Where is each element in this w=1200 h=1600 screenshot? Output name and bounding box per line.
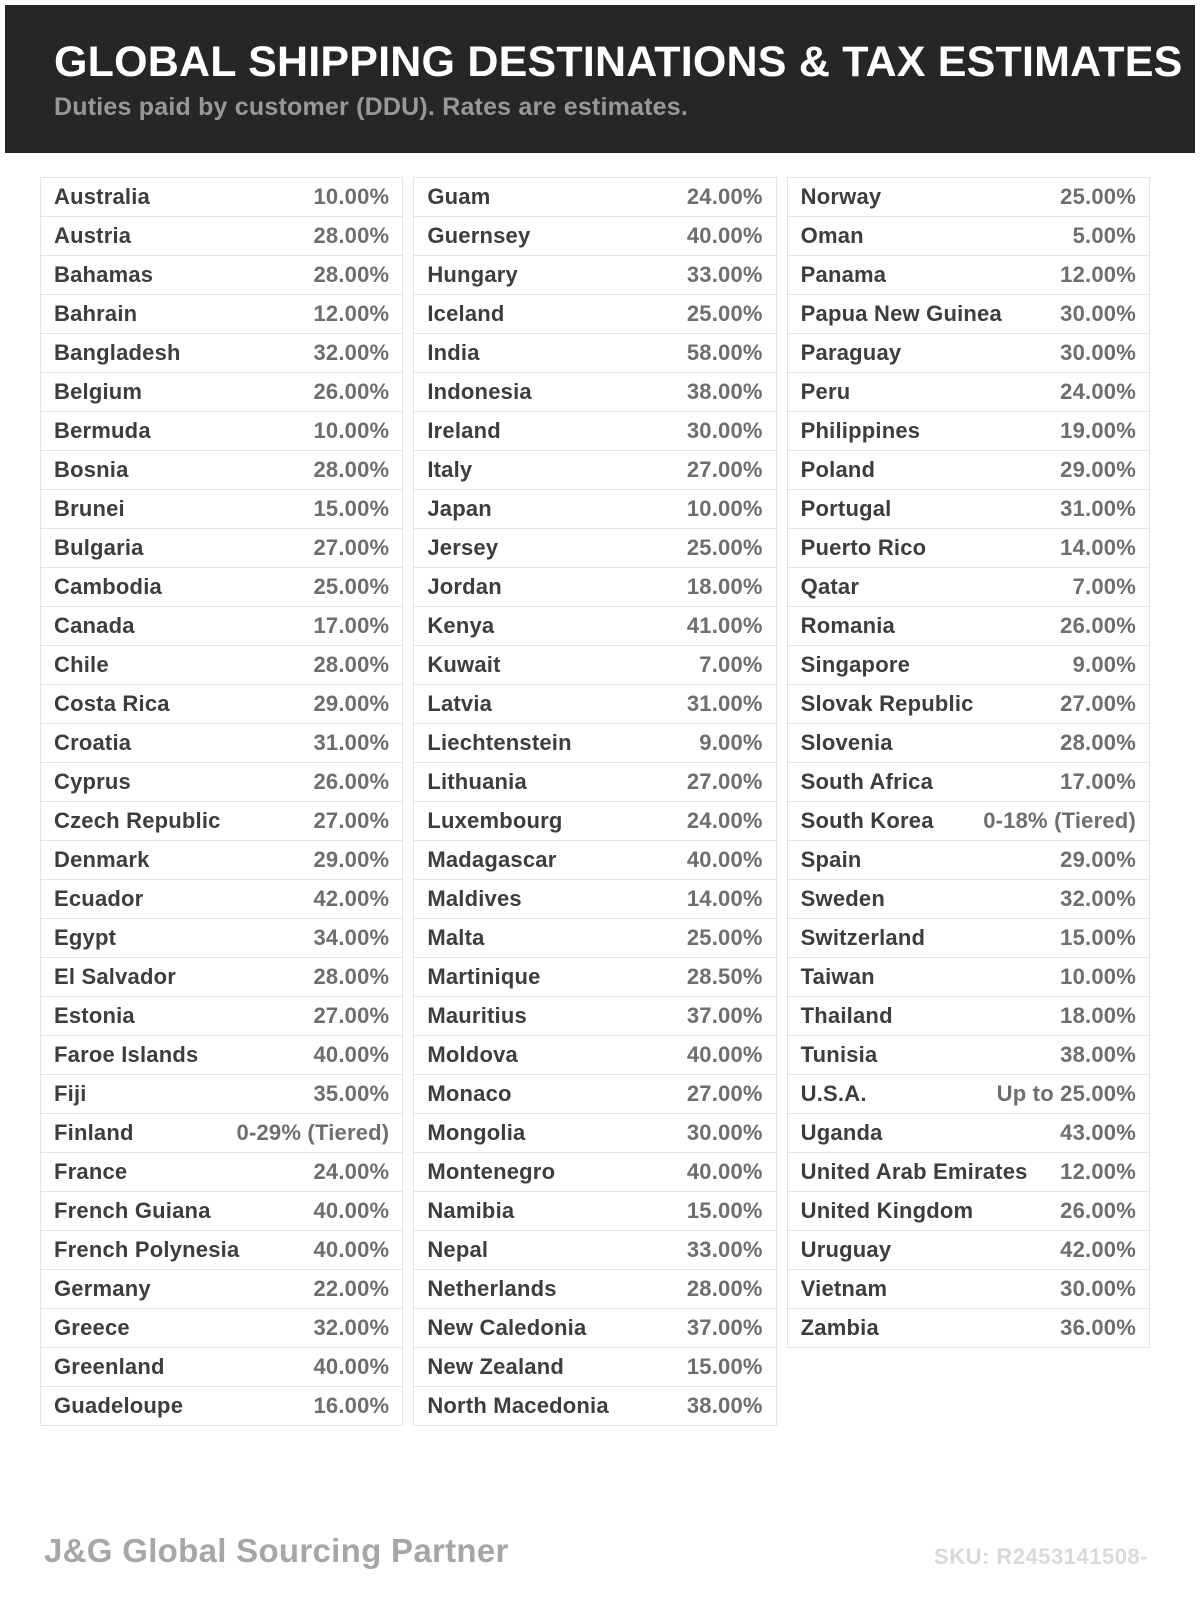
country-label: Oman (800, 223, 864, 248)
country-label: Poland (800, 457, 876, 482)
country-label: Romania (800, 613, 895, 638)
table-row (413, 1191, 776, 1231)
table-row (40, 177, 403, 217)
rate-value: 27.00% (686, 1081, 763, 1106)
table-row (40, 450, 403, 490)
rate-value: 29.00% (1060, 457, 1136, 482)
country-label: Australia (54, 184, 150, 209)
table-row (413, 1308, 776, 1348)
rate-value: 10.00% (313, 184, 390, 209)
rate-value: 12.00% (313, 301, 390, 326)
country-label: Liechtenstein (427, 730, 572, 755)
table-row (787, 879, 1150, 919)
table-row (40, 918, 403, 958)
rate-value: 27.00% (686, 769, 763, 794)
rate-value: 30.00% (1060, 340, 1136, 365)
rate-value: 25.00% (313, 574, 390, 599)
rate-value: 40.00% (313, 1354, 390, 1379)
rate-value: 41.00% (686, 613, 763, 638)
table-row (40, 216, 403, 256)
country-label: Vietnam (800, 1276, 888, 1301)
country-label: Japan (427, 496, 492, 521)
header-banner (5, 5, 1195, 153)
table-row (40, 528, 403, 568)
country-label: Bulgaria (54, 535, 144, 560)
table-row (413, 450, 776, 490)
country-label: Belgium (54, 379, 143, 404)
country-label: Zambia (800, 1315, 879, 1340)
rate-value: 26.00% (1060, 1198, 1136, 1223)
country-label: Namibia (427, 1198, 515, 1223)
country-label: New Zealand (427, 1354, 565, 1379)
table-row (413, 1269, 776, 1309)
page-title: GLOBAL SHIPPING DESTINATIONS & TAX ESTIMATES (54, 38, 1183, 86)
country-label: Sweden (800, 886, 885, 911)
country-label: Mongolia (427, 1120, 526, 1145)
table-row (787, 918, 1150, 958)
table-row (787, 1074, 1150, 1114)
rate-value: 33.00% (686, 262, 763, 287)
table-row (413, 567, 776, 607)
table-row (787, 294, 1150, 334)
table-row (787, 801, 1150, 841)
country-label: Croatia (54, 730, 132, 755)
table-row (413, 372, 776, 412)
rate-value: 29.00% (313, 847, 390, 872)
table-row (787, 684, 1150, 724)
table-row (40, 1074, 403, 1114)
rate-value: 26.00% (313, 379, 390, 404)
rate-value: 31.00% (1060, 496, 1136, 521)
country-label: Fiji (54, 1081, 87, 1106)
table-row (40, 879, 403, 919)
rate-value: 14.00% (686, 886, 763, 911)
table-row (413, 1113, 776, 1153)
rate-value: 0-18% (Tiered) (983, 808, 1136, 833)
table-row (413, 177, 776, 217)
table-row (413, 1230, 776, 1270)
table-row (40, 1269, 403, 1309)
table-row (413, 489, 776, 529)
table-row (787, 567, 1150, 607)
rate-value: 28.00% (313, 223, 390, 248)
country-label: India (427, 340, 480, 365)
rate-value: 5.00% (1072, 223, 1136, 248)
rate-value: 29.00% (313, 691, 390, 716)
rate-value: 27.00% (313, 808, 390, 833)
country-label: Philippines (800, 418, 921, 443)
rate-value: 25.00% (686, 301, 763, 326)
rate-value: 32.00% (313, 340, 390, 365)
sku-label: SKU: R2453141508- (934, 1544, 1148, 1569)
rate-value: 38.00% (686, 379, 763, 404)
table-row (40, 255, 403, 295)
rate-value: 36.00% (1060, 1315, 1136, 1340)
country-label: Chile (54, 652, 109, 677)
table-row (787, 450, 1150, 490)
table-row (413, 411, 776, 451)
country-label: Guernsey (427, 223, 531, 248)
country-label: Paraguay (800, 340, 902, 365)
rate-value: 27.00% (686, 457, 763, 482)
rate-value: 29.00% (1060, 847, 1136, 872)
rate-value: 28.00% (686, 1276, 763, 1301)
rate-value: 40.00% (313, 1198, 390, 1223)
country-label: United Kingdom (800, 1198, 974, 1223)
country-label: Jordan (427, 574, 502, 599)
country-label: Maldives (427, 886, 522, 911)
rate-value: 40.00% (686, 1159, 763, 1184)
table-row (787, 606, 1150, 646)
table-row (413, 801, 776, 841)
country-label: Ireland (427, 418, 501, 443)
country-label: Luxembourg (427, 808, 563, 833)
table-row (787, 489, 1150, 529)
brand-name: J&G Global Sourcing Partner (44, 1532, 509, 1569)
rate-value: 28.50% (686, 964, 763, 989)
table-row (787, 957, 1150, 997)
table-row (40, 294, 403, 334)
rate-value: 37.00% (686, 1315, 763, 1340)
table-row (40, 606, 403, 646)
table-row (413, 528, 776, 568)
rate-value: 12.00% (1060, 1159, 1136, 1184)
rate-value: 10.00% (1060, 964, 1136, 989)
rate-value: 28.00% (313, 262, 390, 287)
table-row (787, 528, 1150, 568)
country-label: Egypt (54, 925, 117, 950)
rate-value: 25.00% (1060, 184, 1136, 209)
rate-value: 40.00% (686, 847, 763, 872)
country-label: Portugal (800, 496, 892, 521)
country-label: Jersey (427, 535, 499, 560)
rate-value: 18.00% (1060, 1003, 1136, 1028)
table-row (413, 957, 776, 997)
country-label: Peru (800, 379, 851, 404)
rates-table (0, 153, 1200, 1426)
country-label: Qatar (800, 574, 860, 599)
page-subtitle: Duties paid by customer (DDU). Rates are estimates. (54, 93, 689, 122)
country-label: Norway (800, 184, 882, 209)
table-row (787, 216, 1150, 256)
table-row (40, 489, 403, 529)
country-label: Switzerland (800, 925, 926, 950)
country-label: Faroe Islands (54, 1042, 199, 1067)
table-row (413, 996, 776, 1036)
country-label: Slovenia (800, 730, 893, 755)
country-label: Malta (427, 925, 485, 950)
country-label: France (54, 1159, 128, 1184)
table-row (40, 996, 403, 1036)
table-row (413, 1074, 776, 1114)
rate-value: 17.00% (313, 613, 390, 638)
table-row (40, 1113, 403, 1153)
table-row (40, 684, 403, 724)
rate-value: 37.00% (686, 1003, 763, 1028)
table-row (787, 996, 1150, 1036)
rate-value: 30.00% (686, 418, 763, 443)
rate-value: 40.00% (313, 1237, 390, 1262)
table-row (787, 645, 1150, 685)
country-label: Moldova (427, 1042, 518, 1067)
country-label: French Guiana (54, 1198, 211, 1223)
country-label: Thailand (800, 1003, 893, 1028)
country-label: Bosnia (54, 457, 129, 482)
country-label: Uganda (800, 1120, 883, 1145)
rates-column-2 (413, 177, 776, 1426)
table-row (40, 723, 403, 763)
table-row (40, 762, 403, 802)
rate-value: 15.00% (686, 1354, 763, 1379)
country-label: Iceland (427, 301, 505, 326)
rate-value: 18.00% (686, 574, 763, 599)
country-label: U.S.A. (800, 1081, 867, 1106)
country-label: New Caledonia (427, 1315, 587, 1340)
country-label: Nepal (427, 1237, 489, 1262)
table-row (787, 1113, 1150, 1153)
table-row (787, 1191, 1150, 1231)
country-label: Estonia (54, 1003, 135, 1028)
rate-value: 58.00% (686, 340, 763, 365)
table-row (413, 684, 776, 724)
country-label: Puerto Rico (800, 535, 927, 560)
country-label: Bahamas (54, 262, 154, 287)
table-row (787, 333, 1150, 373)
country-label: Spain (800, 847, 862, 872)
table-row (413, 1347, 776, 1387)
table-row (787, 723, 1150, 763)
rate-value: 9.00% (1072, 652, 1136, 677)
country-label: Bermuda (54, 418, 151, 443)
table-row (787, 1308, 1150, 1348)
rate-value: 25.00% (686, 925, 763, 950)
rate-value: 38.00% (686, 1393, 763, 1418)
country-label: Czech Republic (54, 808, 221, 833)
rate-value: 40.00% (686, 1042, 763, 1067)
table-row (787, 372, 1150, 412)
rate-value: 32.00% (313, 1315, 390, 1340)
rate-value: 30.00% (1060, 301, 1136, 326)
rate-value: 24.00% (313, 1159, 390, 1184)
rate-value: 43.00% (1060, 1120, 1136, 1145)
rates-column-3 (787, 177, 1150, 1348)
rate-value: 7.00% (699, 652, 763, 677)
rate-value: 26.00% (1060, 613, 1136, 638)
country-label: Cambodia (54, 574, 162, 599)
country-label: Guam (427, 184, 491, 209)
table-row (40, 1035, 403, 1075)
country-label: Cyprus (54, 769, 131, 794)
rate-value: 34.00% (313, 925, 390, 950)
rate-value: 17.00% (1060, 769, 1136, 794)
country-label: Panama (800, 262, 887, 287)
country-label: South Africa (800, 769, 934, 794)
table-row (787, 411, 1150, 451)
country-label: Kuwait (427, 652, 501, 677)
table-row (413, 918, 776, 958)
table-row (40, 1191, 403, 1231)
table-row (787, 1035, 1150, 1075)
rate-value: Up to 25.00% (996, 1081, 1136, 1106)
rate-value: 27.00% (1060, 691, 1136, 716)
country-label: Bahrain (54, 301, 138, 326)
country-label: Canada (54, 613, 135, 638)
table-row (40, 1230, 403, 1270)
rate-value: 42.00% (1060, 1237, 1136, 1262)
table-row (40, 411, 403, 451)
country-label: Brunei (54, 496, 125, 521)
country-label: Guadeloupe (54, 1393, 184, 1418)
rate-value: 24.00% (686, 808, 763, 833)
country-label: Greece (54, 1315, 130, 1340)
country-label: Kenya (427, 613, 495, 638)
rate-value: 28.00% (313, 964, 390, 989)
table-row (40, 801, 403, 841)
rate-value: 16.00% (313, 1393, 390, 1418)
country-label: El Salvador (54, 964, 177, 989)
table-row (40, 372, 403, 412)
rate-value: 30.00% (1060, 1276, 1136, 1301)
rate-value: 28.00% (313, 652, 390, 677)
rate-value: 27.00% (313, 535, 390, 560)
country-label: Uruguay (800, 1237, 892, 1262)
rate-value: 14.00% (1060, 535, 1136, 560)
table-row (40, 1347, 403, 1387)
rate-value: 25.00% (686, 535, 763, 560)
table-row (413, 1386, 776, 1426)
rate-value: 27.00% (313, 1003, 390, 1028)
rate-value: 40.00% (686, 223, 763, 248)
table-row (413, 645, 776, 685)
table-row (787, 762, 1150, 802)
rate-value: 26.00% (313, 769, 390, 794)
country-label: Slovak Republic (800, 691, 974, 716)
rate-value: 19.00% (1060, 418, 1136, 443)
rate-value: 15.00% (686, 1198, 763, 1223)
country-label: Montenegro (427, 1159, 556, 1184)
country-label: Finland (54, 1120, 134, 1145)
table-row (40, 333, 403, 373)
table-row (40, 1386, 403, 1426)
rate-value: 15.00% (313, 496, 390, 521)
country-label: South Korea (800, 808, 934, 833)
country-label: French Polynesia (54, 1237, 240, 1262)
rate-value: 40.00% (313, 1042, 390, 1067)
country-label: Costa Rica (54, 691, 170, 716)
table-row (787, 177, 1150, 217)
table-row (40, 1152, 403, 1192)
country-label: Latvia (427, 691, 493, 716)
rate-value: 22.00% (313, 1276, 390, 1301)
country-label: Monaco (427, 1081, 512, 1106)
table-row (40, 957, 403, 997)
table-row (413, 255, 776, 295)
country-label: Mauritius (427, 1003, 527, 1028)
rate-value: 32.00% (1060, 886, 1136, 911)
table-row (787, 1269, 1150, 1309)
rate-value: 38.00% (1060, 1042, 1136, 1067)
rates-column-1 (40, 177, 403, 1426)
country-label: Tunisia (800, 1042, 878, 1067)
table-row (413, 879, 776, 919)
rate-value: 28.00% (1060, 730, 1136, 755)
country-label: Hungary (427, 262, 518, 287)
country-label: Lithuania (427, 769, 527, 794)
table-row (413, 723, 776, 763)
table-row (413, 840, 776, 880)
country-label: North Macedonia (427, 1393, 609, 1418)
rate-value: 35.00% (313, 1081, 390, 1106)
country-label: Bangladesh (54, 340, 181, 365)
table-row (787, 840, 1150, 880)
rate-value: 33.00% (686, 1237, 763, 1262)
rate-value: 42.00% (313, 886, 390, 911)
country-label: Papua New Guinea (800, 301, 1002, 326)
table-row (40, 567, 403, 607)
rate-value: 9.00% (699, 730, 763, 755)
rate-value: 0-29% (Tiered) (236, 1120, 390, 1145)
country-label: Martinique (427, 964, 541, 989)
table-row (413, 1035, 776, 1075)
table-row (40, 840, 403, 880)
table-row (413, 1152, 776, 1192)
rate-value: 28.00% (313, 457, 390, 482)
rate-value: 24.00% (686, 184, 763, 209)
country-label: Indonesia (427, 379, 532, 404)
rate-value: 15.00% (1060, 925, 1136, 950)
country-label: Austria (54, 223, 132, 248)
country-label: Greenland (54, 1354, 165, 1379)
rate-value: 24.00% (1060, 379, 1136, 404)
country-label: Netherlands (427, 1276, 557, 1301)
country-label: Germany (54, 1276, 151, 1301)
table-row (40, 1308, 403, 1348)
country-label: Ecuador (54, 886, 144, 911)
country-label: Madagascar (427, 847, 557, 872)
table-row (413, 762, 776, 802)
country-label: Singapore (800, 652, 911, 677)
table-row (787, 255, 1150, 295)
rate-value: 10.00% (686, 496, 763, 521)
country-label: Denmark (54, 847, 150, 872)
country-label: United Arab Emirates (800, 1159, 1028, 1184)
rate-value: 31.00% (313, 730, 390, 755)
rate-value: 30.00% (686, 1120, 763, 1145)
rate-value: 10.00% (313, 418, 390, 443)
table-row (787, 1230, 1150, 1270)
rate-value: 31.00% (686, 691, 763, 716)
table-row (413, 216, 776, 256)
rate-value: 7.00% (1072, 574, 1136, 599)
table-row (40, 645, 403, 685)
country-label: Italy (427, 457, 473, 482)
table-row (787, 1152, 1150, 1192)
footer (0, 1532, 1200, 1600)
rate-value: 12.00% (1060, 262, 1136, 287)
country-label: Taiwan (800, 964, 875, 989)
table-row (413, 294, 776, 334)
table-row (413, 606, 776, 646)
table-row (413, 333, 776, 373)
